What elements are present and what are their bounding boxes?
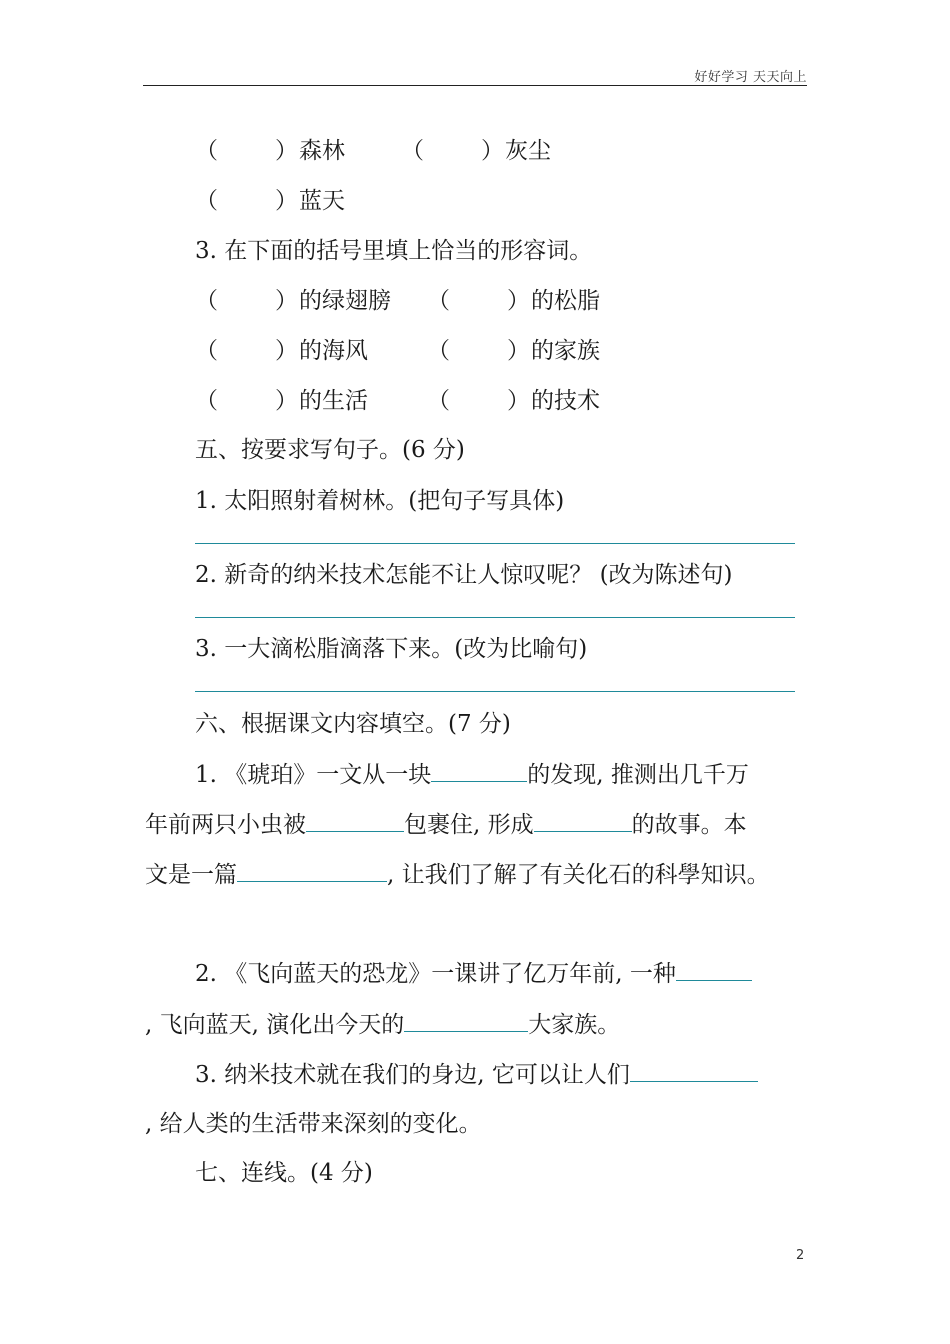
- text-span: 2. 《飞向蓝天的恐龙》一课讲了亿万年前, 一种: [195, 961, 676, 987]
- section6-p1-line2: [145, 809, 747, 840]
- header-motto: 好好学习 天天向上: [694, 70, 807, 85]
- paren-open: （: [401, 138, 424, 164]
- q3-prompt: 3. 在下面的括号里填上恰当的形容词。: [195, 238, 593, 264]
- paren-close: ）: [275, 138, 298, 164]
- paren-open: （: [195, 188, 218, 214]
- paren-close: ）: [275, 288, 298, 314]
- answer-line-3[interactable]: [195, 691, 795, 692]
- adj-item: 的家族: [531, 338, 600, 364]
- section6-title: 六、根据课文内容填空。(7 分): [195, 711, 511, 737]
- paren-close: ）: [507, 338, 530, 364]
- text-span: , 飞向蓝天, 演化出今天的: [145, 1012, 405, 1038]
- adj-item: 的松脂: [531, 288, 600, 314]
- text-span: 3. 纳米技术就在我们的身边, 它可以让人们: [195, 1062, 630, 1088]
- fill-blank[interactable]: [676, 958, 752, 981]
- text-span: 的发现, 推测出几千万: [527, 762, 749, 788]
- adj-item: 的生活: [299, 388, 368, 414]
- paren-open: （: [427, 288, 450, 314]
- paren-open: （: [195, 138, 218, 164]
- section6-p3-line1: [195, 1059, 758, 1090]
- paren-open: （: [427, 388, 450, 414]
- adj-item: 的技术: [531, 388, 600, 414]
- adj-item: 的绿翅膀: [299, 288, 391, 314]
- section5-q3: 3. 一大滴松脂滴落下来。(改为比喻句): [195, 636, 588, 662]
- fill-blank[interactable]: [306, 809, 404, 832]
- fill-blank[interactable]: [534, 809, 632, 832]
- text-span: 文是一篇: [145, 862, 237, 888]
- page-number: 2: [796, 1248, 805, 1263]
- paren-close: ）: [507, 388, 530, 414]
- paren-close: ）: [507, 288, 530, 314]
- paren-close: ）: [275, 388, 298, 414]
- paren-open: （: [195, 388, 218, 414]
- section7-title: 七、连线。(4 分): [195, 1160, 373, 1186]
- paren-open: （: [427, 338, 450, 364]
- word-sky: 蓝天: [299, 188, 345, 214]
- answer-line-1[interactable]: [195, 543, 795, 544]
- fill-blank[interactable]: [630, 1059, 758, 1082]
- text-span: 1. 《琥珀》一文从一块: [195, 762, 432, 788]
- paren-open: （: [195, 338, 218, 364]
- answer-line-2[interactable]: [195, 617, 795, 618]
- section5-q1: 1. 太阳照射着树林。(把句子写具体): [195, 488, 565, 514]
- section5-title: 五、按要求写句子。(6 分): [195, 437, 465, 463]
- text-span: 包裹住, 形成: [404, 812, 534, 838]
- section6-p3-line2: , 给人类的生活带来深刻的变化。: [145, 1111, 482, 1137]
- word-forest: 森林: [299, 138, 345, 164]
- paren-open: （: [195, 288, 218, 314]
- fill-blank[interactable]: [404, 1009, 528, 1032]
- fill-blank[interactable]: [431, 759, 527, 782]
- text-span: 大家族。: [528, 1012, 621, 1038]
- paren-close: ）: [481, 138, 504, 164]
- fill-blank[interactable]: [237, 859, 387, 882]
- section5-q2: 2. 新奇的纳米技术怎能不让人惊叹呢？ (改为陈述句): [195, 562, 733, 588]
- paren-close: ）: [275, 338, 298, 364]
- text-span: 的故事。本: [631, 812, 747, 838]
- word-dust: 灰尘: [505, 138, 551, 164]
- section6-p1-line3: [145, 859, 770, 890]
- section6-p1-line1: [195, 759, 749, 790]
- adj-item: 的海风: [299, 338, 368, 364]
- header-rule: [143, 85, 807, 86]
- text-span: , 让我们了解了有关化石的科學知识。: [387, 862, 770, 888]
- section6-p2-line1: [195, 958, 752, 989]
- paren-close: ）: [275, 188, 298, 214]
- section6-p2-line2: [145, 1009, 620, 1040]
- text-span: 年前两只小虫被: [145, 812, 306, 838]
